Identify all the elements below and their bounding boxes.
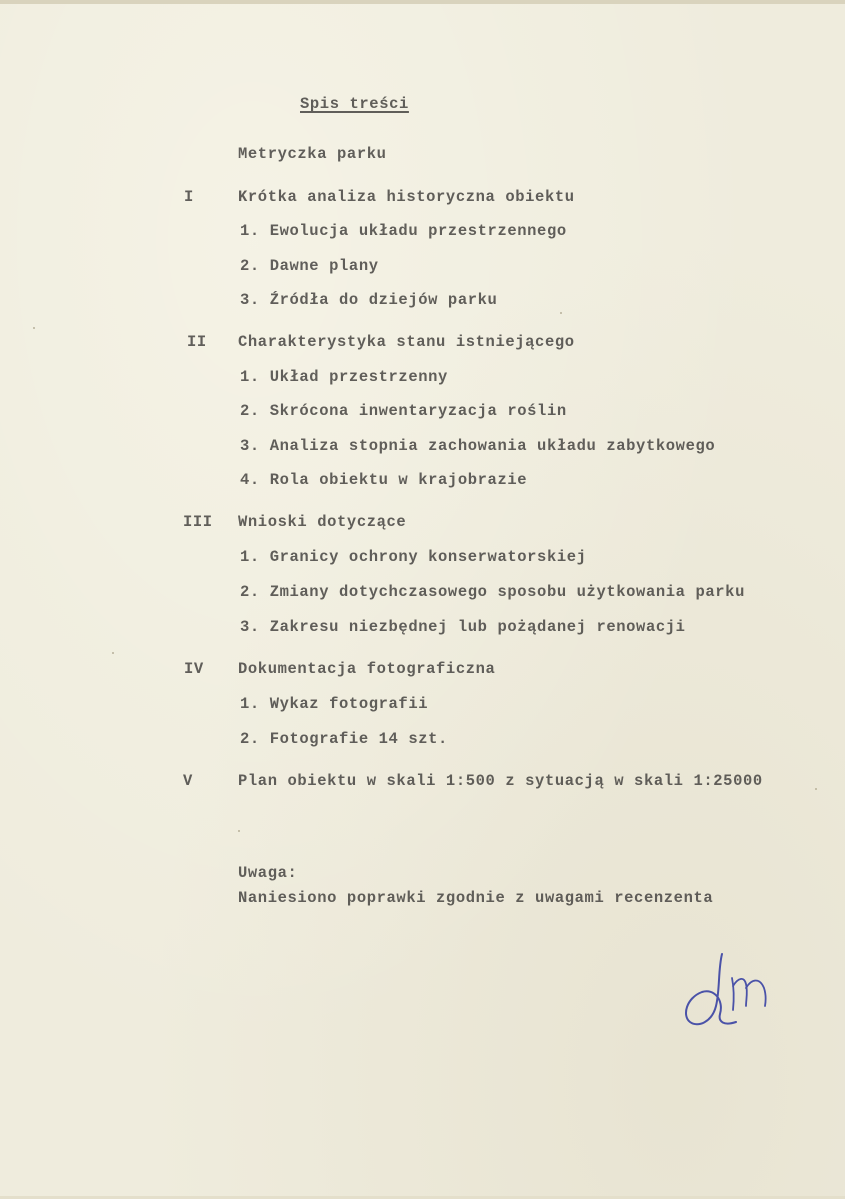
page-title: Spis treści: [300, 95, 409, 113]
section-2-item-1: 1. Układ przestrzenny: [240, 368, 448, 386]
section-4-item-1: 1. Wykaz fotografii: [240, 695, 429, 713]
paper-speck: [33, 327, 35, 329]
paper-speck: [815, 788, 817, 790]
section-title-5: Plan obiektu w skali 1:500 z sytuacją w skali 1:25000: [238, 772, 763, 790]
section-title-1: Krótka analiza historyczna obiektu: [238, 188, 575, 206]
section-1-item-3: 3. Źródła do dziejów parku: [240, 291, 498, 309]
section-1-item-2: 2. Dawne plany: [240, 257, 379, 275]
intro-entry: Metryczka parku: [238, 145, 387, 163]
section-numeral-4: IV: [184, 660, 204, 678]
section-2-item-2: 2. Skrócona inwentaryzacja roślin: [240, 402, 567, 420]
section-4-item-2: 2. Fotografie 14 szt.: [240, 730, 448, 748]
paper-speck: [112, 652, 114, 654]
section-numeral-2: II: [187, 333, 207, 351]
section-numeral-3: III: [183, 513, 213, 531]
section-3-item-2: 2. Zmiany dotychczasowego sposobu użytkowania parku: [240, 583, 745, 601]
paper-top-edge: [0, 0, 845, 4]
paper-speck: [560, 312, 562, 314]
section-title-4: Dokumentacja fotograficzna: [238, 660, 496, 678]
section-numeral-1: I: [184, 188, 194, 206]
section-2-item-4: 4. Rola obiektu w krajobrazie: [240, 471, 528, 489]
section-title-2: Charakterystyka stanu istniejącego: [238, 333, 575, 351]
section-numeral-5: V: [183, 772, 193, 790]
signature-mark: [676, 948, 776, 1038]
section-title-3: Wnioski dotyczące: [238, 513, 407, 531]
section-2-item-3: 3. Analiza stopnia zachowania układu zabytkowego: [240, 437, 716, 455]
paper-speck: [238, 830, 240, 832]
section-3-item-3: 3. Zakresu niezbędnej lub pożądanej renowacji: [240, 618, 686, 636]
note-text: Naniesiono poprawki zgodnie z uwagami recenzenta: [238, 889, 714, 907]
section-3-item-1: 1. Granicy ochrony konserwatorskiej: [240, 548, 587, 566]
note-label: Uwaga:: [238, 864, 298, 882]
section-1-item-1: 1. Ewolucja układu przestrzennego: [240, 222, 567, 240]
